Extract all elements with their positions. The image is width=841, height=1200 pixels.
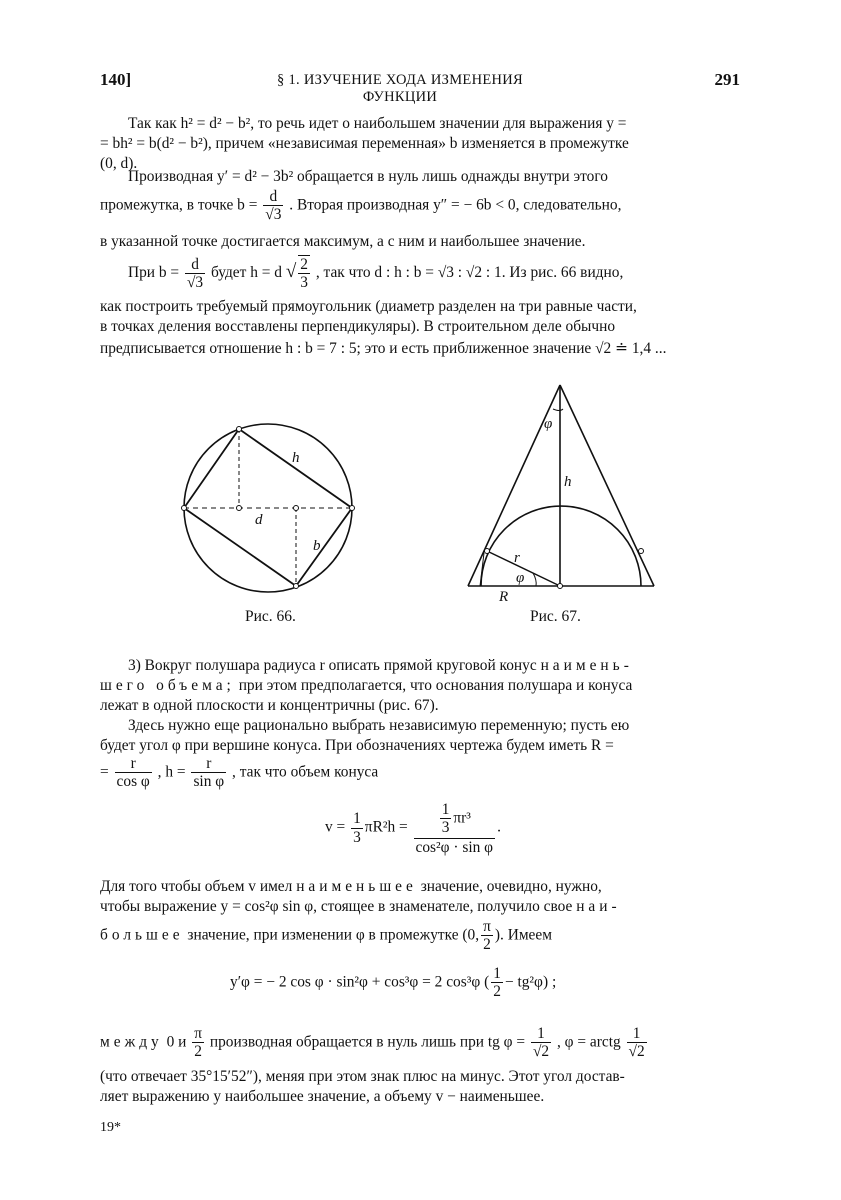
point xyxy=(485,549,490,554)
para6-line3-c: Имеем xyxy=(507,926,552,944)
para6-line1-a: Для того чтобы объем v имел xyxy=(100,878,293,895)
frac-den: √2 xyxy=(532,1043,550,1061)
para3-line2: как построить требуемый прямоугольник (диаметр разделен на три равные части, xyxy=(100,298,637,315)
fig67-caption: Рис. 67. xyxy=(530,608,581,625)
para2-line1: Производная y′ = d² − 3b² обращается в нуль лишь однажды внутри этого xyxy=(128,168,608,185)
para4-line2-b: при этом предполагается, что основания полушара и конуса xyxy=(238,677,633,694)
fraction-pi-half xyxy=(192,1025,204,1061)
fraction-h xyxy=(298,255,310,292)
para6-line3-b: значение, при изменении φ в промежутке xyxy=(187,926,459,944)
para2-line2-b: . Вторая производная y″ = − 6b < 0, следовательно, xyxy=(289,196,622,214)
fraction-R xyxy=(115,755,152,791)
frac-num: π xyxy=(194,1025,203,1042)
header-left: 140] xyxy=(100,70,132,89)
point xyxy=(294,584,299,589)
para7-line2: (что отвечает 35°15′52″), меняя при этом знак плюс на минус. Этот угол достав- xyxy=(100,1068,625,1085)
frac-num: d xyxy=(263,188,283,206)
inner-tail: πr³ xyxy=(453,809,471,827)
para2-line2-a: промежутка, в точке b = xyxy=(100,196,258,214)
label-R: R xyxy=(499,589,509,605)
fig66-caption: Рис. 66. xyxy=(245,608,296,625)
h-lead: , h = xyxy=(157,763,186,781)
point xyxy=(237,427,242,432)
label-b: b xyxy=(313,538,321,554)
spaced-emphasis: большее xyxy=(100,926,184,944)
frac-num xyxy=(414,800,496,839)
figure-66 xyxy=(170,410,370,610)
point xyxy=(237,506,242,511)
para4-line1 xyxy=(128,656,633,676)
fraction-main xyxy=(414,800,496,856)
fraction-half xyxy=(491,965,503,1001)
interval-close: ). xyxy=(494,926,504,944)
point xyxy=(639,549,644,554)
para3-line3: в точках деления восставлены перпендикуляры). В строительном деле обычно xyxy=(100,318,616,335)
para5-line3 xyxy=(100,755,378,791)
point xyxy=(182,506,187,511)
para4-line2 xyxy=(100,676,632,696)
point xyxy=(294,506,299,511)
spaced-emphasis: наимень- xyxy=(540,657,633,674)
frac-num: r xyxy=(191,755,226,773)
frac-num: 2 xyxy=(300,256,308,273)
para3-line1-c: , так что d : h : b = √3 : √2 : 1. Из рис. 66 видно, xyxy=(315,263,624,281)
frac-den: √3 xyxy=(265,206,282,224)
mid: производная обращается в нуль лишь при tg φ = xyxy=(209,1033,526,1051)
para2-line3: в указанной точке достигается максимум, а с ним и наибольшее значение. xyxy=(100,233,586,250)
mid2: , φ = arctg xyxy=(556,1033,621,1051)
spaced-emphasis: наименьшее xyxy=(296,878,417,895)
para7-line3: ляет выражению y наибольшее значение, а объему v − наименьшее. xyxy=(100,1088,545,1105)
semicolon: ; xyxy=(551,973,557,991)
spaced-emphasis: между xyxy=(100,1033,163,1051)
para5-line2: будет угол φ при вершине конуса. При обозначениях чертежа будем иметь R = xyxy=(100,737,614,754)
para6-line3 xyxy=(100,918,552,954)
para7-line1 xyxy=(100,1025,649,1061)
figure-67 xyxy=(465,380,665,605)
label-r: r xyxy=(514,550,520,566)
frac-num: π xyxy=(483,918,491,935)
para1-line3: (0, d). xyxy=(100,155,138,172)
label-phi-top: φ xyxy=(544,416,553,432)
spaced-emphasis: шего объема; xyxy=(100,677,235,694)
angle-arc-top xyxy=(553,409,563,411)
signature-mark: 19* xyxy=(100,1120,121,1135)
frac-den: cos φ xyxy=(116,773,150,791)
para5-line1: Здесь нужно еще рационально выбрать независимую переменную; пусть ею xyxy=(128,717,630,734)
frac-num: r xyxy=(115,755,152,773)
point xyxy=(350,506,355,511)
para6-line1 xyxy=(100,877,602,897)
para3-line1 xyxy=(128,255,623,292)
frac-den: 2 xyxy=(483,936,491,954)
frac-num: 1 xyxy=(441,801,450,818)
period: . xyxy=(497,818,501,836)
para5-tail: , так что объем конуса xyxy=(232,763,379,781)
zero: 0 и xyxy=(166,1033,187,1051)
formula-derivative xyxy=(230,965,556,1001)
para3-line4: предписывается отношение h : b = 7 : 5; это и есть приближенное значение √2 ≐ 1,4 ... xyxy=(100,340,667,357)
mid: πR²h = xyxy=(364,818,408,836)
fraction-pi-half xyxy=(481,918,493,954)
point xyxy=(558,584,563,589)
lhs: v = xyxy=(325,818,346,836)
para1-line2: = bh² = b(d² − b²), причем «независимая переменная» b изменяется в промежутке xyxy=(100,135,629,152)
para6-line2-a: чтобы выражение y = cos²φ sin φ, стоящее в знаменателе, получило свое xyxy=(100,898,573,915)
label-h: h xyxy=(564,474,572,490)
label-phi-bottom: φ xyxy=(516,570,525,586)
fraction-d-sqrt3 xyxy=(263,188,283,224)
fraction-h xyxy=(191,755,226,791)
frac-den: 2 xyxy=(194,1043,202,1061)
frac-den: sin φ xyxy=(193,773,225,791)
lhs: y′φ = − 2 cos φ · sin²φ + cos³φ = 2 cos³φ xyxy=(230,973,481,991)
paren-close: ) xyxy=(542,973,549,991)
label-h: h xyxy=(292,450,300,466)
frac-den: √2 xyxy=(628,1043,645,1061)
para2-line2 xyxy=(100,188,621,224)
cone-right-side xyxy=(560,385,654,586)
formula-volume xyxy=(325,800,501,856)
frac-num: 1 xyxy=(353,810,361,828)
fraction-arctg xyxy=(627,1025,647,1061)
para3-line1-a: При b = xyxy=(128,263,180,281)
frac-den: cos²φ · sin φ xyxy=(415,838,494,856)
para6-line2 xyxy=(100,897,621,917)
hemisphere xyxy=(481,506,641,586)
fraction-third xyxy=(351,810,363,846)
para3-line1-b: будет h = d xyxy=(211,263,282,281)
frac-den: 3 xyxy=(300,274,308,292)
fraction-inner xyxy=(440,801,452,837)
fraction-tg xyxy=(531,1025,551,1061)
frac-den: 3 xyxy=(353,828,361,846)
fraction-b xyxy=(185,256,205,292)
spaced-emphasis: наи- xyxy=(576,898,621,915)
frac-den: √3 xyxy=(186,273,204,291)
header-title: § 1. ИЗУЧЕНИЕ ХОДА ИЗМЕНЕНИЯ ФУНКЦИИ xyxy=(276,72,524,105)
frac-den: 3 xyxy=(441,819,450,837)
para1-line1: Так как h² = d² − b², то речь идет о наибольшем значении для выражения y = xyxy=(128,115,627,132)
para6-line1-c: значение, очевидно, нужно, xyxy=(420,878,602,895)
tail: − tg²φ xyxy=(504,973,543,991)
para4-line1-a: 3) Вокруг полушара радиуса r описать прямой круговой конус xyxy=(128,657,537,674)
running-header xyxy=(100,70,740,105)
interval-open: (0, xyxy=(462,926,480,944)
para4-line3: лежат в одной плоскости и концентричны (рис. 67). xyxy=(100,697,439,714)
frac-num: 1 xyxy=(531,1025,551,1043)
paren-open: ( xyxy=(484,973,490,991)
frac-num: 1 xyxy=(627,1025,647,1043)
frac-den: 2 xyxy=(493,983,501,1001)
frac-num: d xyxy=(185,256,205,274)
radical-sign: √ xyxy=(285,260,297,282)
label-d: d xyxy=(255,512,263,528)
page-number: 291 xyxy=(714,70,740,89)
frac-num: 1 xyxy=(493,965,501,982)
equals: = xyxy=(100,763,109,781)
